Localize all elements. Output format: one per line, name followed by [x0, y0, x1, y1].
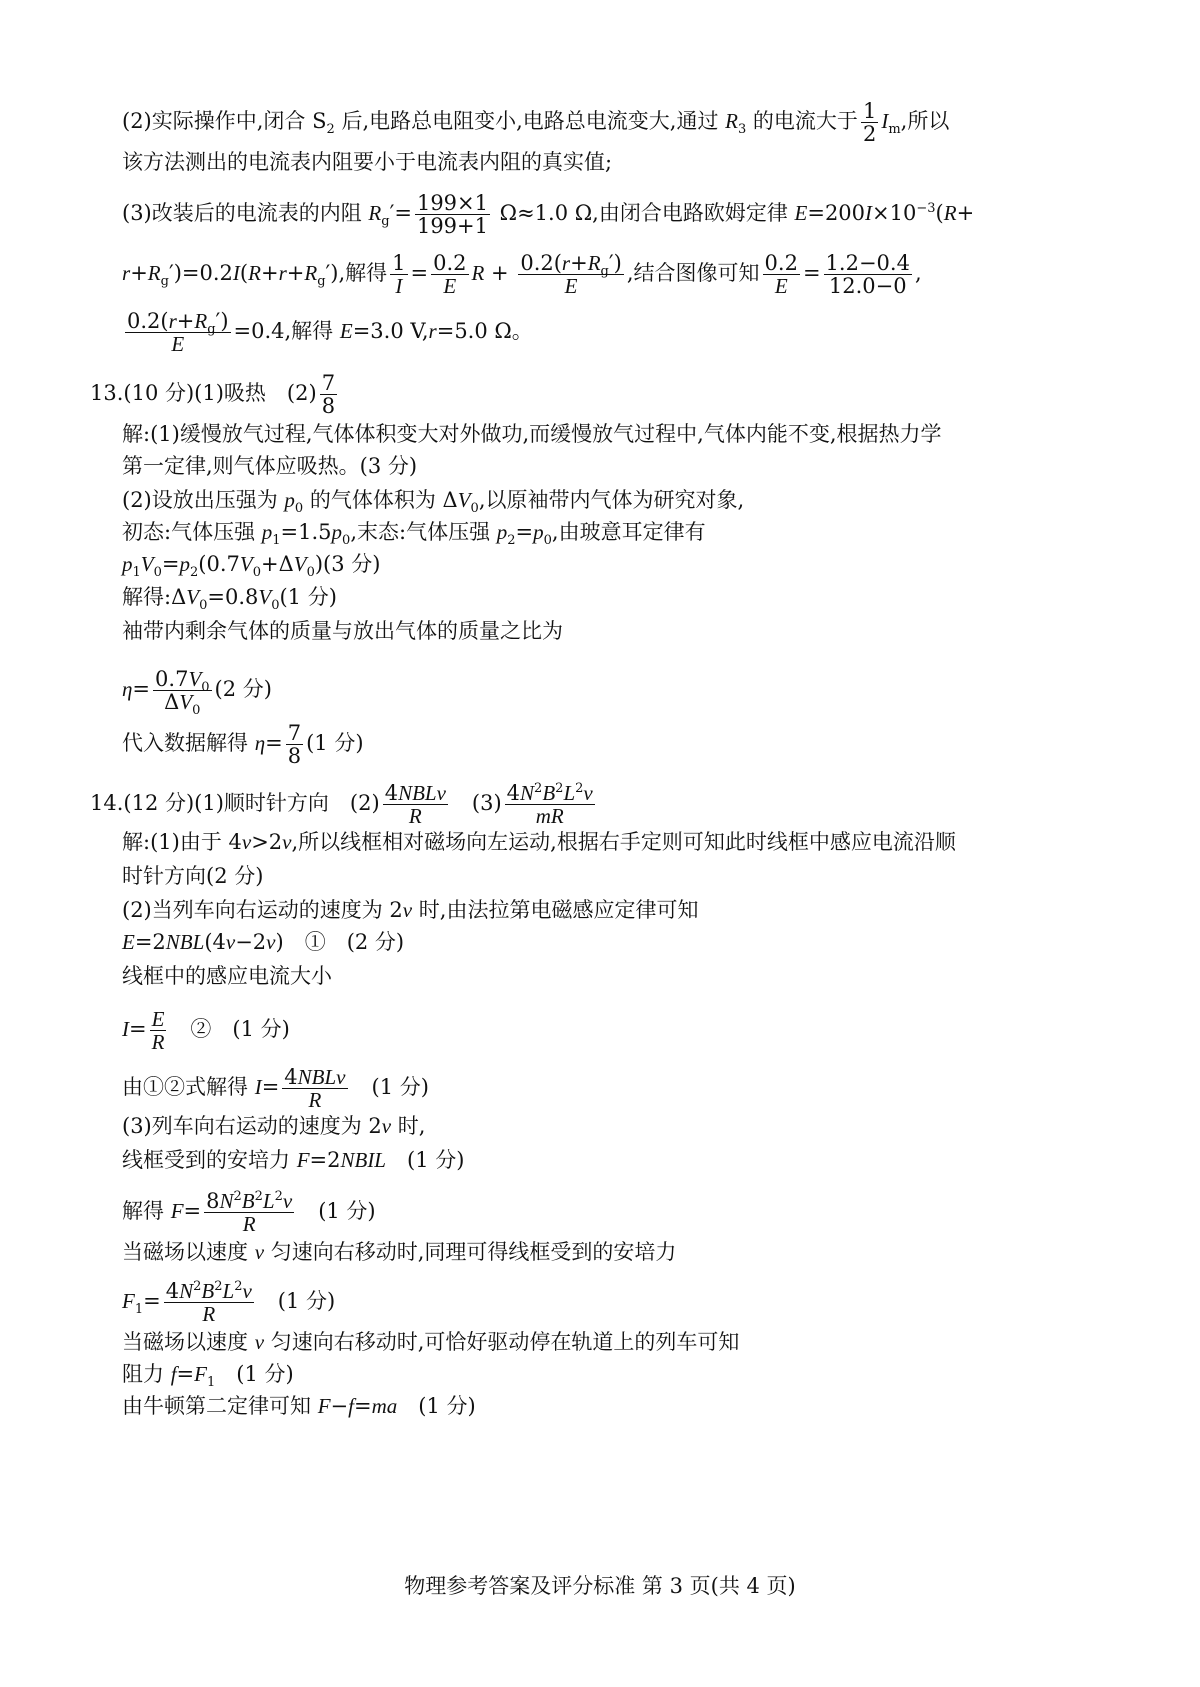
- q12-part3-line3: $\frac{0.2(r+R_g')}{E}$ =0.4,解得 E=3.0 V,r=5.0 Ω。: [127, 309, 533, 356]
- q14-line9: 线框受到的安培力 F=2NBIL (1 分): [122, 1148, 465, 1172]
- q14-line2: 时针方向(2 分): [122, 864, 264, 888]
- q13-line5: $p_1V_0=p_2(0.7V_0+\Delta V_0)(3$ 分): [122, 552, 381, 581]
- q14-heading: 14.(12 分)(1)顺时针方向 (2) $\frac{\text{4NBLv}}{R}$ (3) $\frac{4N^2B^2L^2v}{mR}$: [90, 781, 593, 828]
- q12-part3-line1: (3)改装后的电流表的内阻 $R_g'=$ $\frac{199\times 1}{199+1}$ Ω≈1.0 Ω,由闭合电路欧姆定律 $E=200I\times 10^{-3}(R+$: [122, 191, 975, 238]
- q13-line1: 解:(1)缓慢放气过程,气体体积变大对外做功,而缓慢放气过程中,气体内能不变,根据热力学: [122, 422, 942, 446]
- q13-line7: 袖带内剩余气体的质量与放出气体的质量之比为: [122, 619, 563, 643]
- q14-line8: (3)列车向右运动的速度为 2v 时,: [122, 1114, 426, 1138]
- q14-line11: 当磁场以速度 v 匀速向右移动时,同理可得线框受到的安培力: [122, 1240, 677, 1264]
- q14-line15: 由牛顿第二定律可知 F−f=ma (1 分): [122, 1394, 476, 1418]
- q14-line5: 线框中的感应电流大小: [122, 964, 332, 988]
- q14-line13: 当磁场以速度 v 匀速向右移动时,可恰好驱动停在轨道上的列车可知: [122, 1330, 740, 1354]
- q13-line2: 第一定律,则气体应吸热。(3 分): [122, 454, 418, 478]
- q14-line10: 解得 F= $\frac{8N^2B^2L^2v}{R}$ (1 分): [122, 1189, 376, 1236]
- q13-line6: 解得$:\Delta V_0=0.8V_0(1$ 分): [122, 585, 337, 614]
- q13-line9: 代入数据解得 η= $\frac{7}{8}$ (1 分): [122, 721, 364, 768]
- q13-heading: 13.(10 分)(1)吸热 (2) $\frac{7}{8}$: [90, 371, 336, 418]
- q12-part3-line2: $r+R_g')=0.2I(R+r+R_g')$,解得 $\frac{1}{I}$ = $\frac{0.2}{E}$ R + $\frac{0.2(r+R_g')}{E}$ ,结合图像可知 $\frac{0.2}{E}$ = $\frac{1.2-0.4}{12.0-0}$ ,: [122, 251, 922, 298]
- q14-line14: 阻力 $f=F_1$ (1 分): [122, 1362, 294, 1391]
- q14-line4: E=2NBL(4v−2v) ① (2 分): [122, 930, 405, 954]
- q13-line3: (2)设放出压强为 $p_0$ 的气体体积为 $\Delta V_0$,以原袖带内气体为研究对象,: [122, 488, 745, 517]
- page-footer: 物理参考答案及评分标准 第 3 页(共 4 页): [404, 1574, 796, 1598]
- q13-line4: 初态:气体压强 $p_1=1.5p_0$,末态:气体压强 $p_2=p_0$,由玻意耳定律有: [122, 520, 706, 549]
- q14-line1: 解:(1)由于 4v>2v,所以线框相对磁场向左运动,根据右手定则可知此时线框中感应电流沿顺: [122, 830, 956, 854]
- q14-line3: (2)当列车向右运动的速度为 2v 时,由法拉第电磁感应定律可知: [122, 898, 699, 922]
- q12-part2-line1: (2)实际操作中,闭合 $S_2$ 后,电路总电阻变小,电路总电流变大,通过 $R_3$ 的电流大于 $\frac{1}{2}$ $I_m$,所以: [122, 99, 950, 146]
- q14-line6: I= $\frac{E}{R}$ ② (1 分): [122, 1007, 290, 1054]
- q12-part2-line2: 该方法测出的电流表内阻要小于电流表内阻的真实值;: [122, 150, 613, 174]
- q14-line7: 由①②式解得 I= $\frac{\text{4NBLv}}{R}$ (1 分): [122, 1065, 429, 1112]
- q14-line12: $F_1=$ $\frac{4N^2B^2L^2v}{R}$ (1 分): [122, 1279, 336, 1326]
- q13-line8: η= $\frac{0.7V_0}{\Delta V_0}$ (2 分): [122, 667, 272, 719]
